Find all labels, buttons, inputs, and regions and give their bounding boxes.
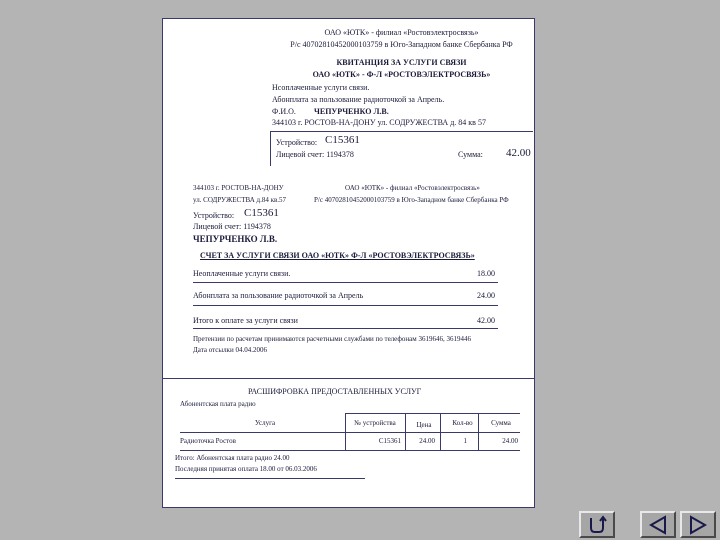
section-divider [162, 378, 535, 379]
invoice-org-1: ОАО «ЮТК» - филиал «Ростовэлектросвязь» [345, 184, 480, 192]
details-header-device: № устройства [354, 419, 396, 427]
details-header-service: Услуга [254, 419, 276, 427]
invoice-line-1-label: Неоплаченные услуги связи. [193, 269, 291, 278]
invoice-total-label: Итого к оплате за услуги связи [193, 316, 298, 325]
invoice-line-1-amount: 18.00 [477, 269, 495, 278]
invoice-address-1: 344103 г. РОСТОВ-НА-ДОНУ [193, 184, 284, 192]
details-header-price: Цена [416, 421, 432, 429]
invoice-line-2-amount: 24.00 [477, 291, 495, 300]
details-total: Итого: Абонентская плата радио 24.00 [175, 454, 290, 462]
receipt-address: 344103 г. РОСТОВ-НА-ДОНУ ул. СОДРУЖЕСТВА д. 84 кв 57 [272, 118, 486, 127]
details-last-payment: Последняя принятая оплата 18.00 от 06.03.2006 [175, 465, 317, 473]
receipt-fio-label: Ф.И.О. [272, 107, 296, 116]
divider [193, 328, 498, 329]
details-row-qty: 1 [463, 437, 467, 445]
receipt-purpose-2: Абонплата за пользование радиоточкой за Апрель. [272, 95, 445, 104]
prev-arrow-icon [647, 515, 669, 535]
receipt-sum-value: 42.00 [506, 147, 531, 159]
receipt-device-value: С15361 [325, 134, 360, 146]
next-button[interactable] [680, 511, 716, 538]
divider [193, 305, 498, 306]
details-header-sum: Сумма [491, 419, 511, 427]
invoice-org-2: Р/с 40702810452000103759 в Юго-Западном банке Сбербанка РФ [314, 196, 509, 204]
invoice-customer-name: ЧЕПУРЧЕНКО Л.В. [193, 234, 278, 244]
invoice-total-amount: 42.00 [477, 316, 495, 325]
receipt-fio-value: ЧЕПУРЧЕНКО Л.В. [314, 107, 389, 116]
table-line [180, 432, 520, 433]
details-row-device: С15361 [378, 437, 401, 445]
invoice-device-value: С15361 [244, 207, 279, 219]
invoice-note-claims: Претензии по расчетам принимаются расчетными службами по телефонам 3619646, 3619446 [193, 335, 471, 343]
next-arrow-icon [687, 515, 709, 535]
table-line [345, 413, 520, 414]
details-title: РАСШИФРОВКА ПРЕДОСТАВЛЕННЫХ УСЛУГ [248, 387, 422, 396]
details-header-qty: Кол-во [452, 419, 473, 427]
invoice-send-date: Дата отсылки 04.04.2006 [193, 346, 267, 354]
return-button[interactable] [579, 511, 615, 538]
prev-button[interactable] [640, 511, 676, 538]
invoice-device-label: Устройство: [193, 211, 235, 220]
invoice-address-2: ул. СОДРУЖЕСТВА д.84 кв.57 [193, 196, 287, 204]
details-section: Абонентская плата радио [180, 400, 256, 408]
receipt-purpose-1: Нсоплаченные услуги связи. [272, 83, 370, 92]
details-row-service: Радиоточка Ростов [180, 437, 236, 445]
divider [175, 478, 365, 479]
bank-header-line2: Р/с 40702810452000103759 в Юго-Западном банке Сбербанка РФ [290, 40, 513, 49]
details-row-sum: 24.00 [502, 437, 518, 445]
invoice-title: СЧЕТ ЗА УСЛУГИ СВЯЗИ ОАО «ЮТК» Ф-Л «РОСТОВЭЛЕКТРОСВЯЗЬ» [200, 251, 475, 260]
bank-header-line1: ОАО «ЮТК» - филиал «Ростовэлектросвязь» [324, 28, 479, 37]
divider [193, 282, 498, 283]
receipt-payment-box [270, 131, 533, 166]
receipt-title: КВИТАНЦИЯ ЗА УСЛУГИ СВЯЗИ [336, 58, 467, 67]
receipt-device-label: Устройство: [276, 138, 318, 147]
receipt-account: Лицевой счет: 1194378 [276, 150, 354, 159]
return-icon [586, 515, 608, 535]
receipt-subtitle: ОАО «ЮТК» - Ф-Л «РОСТОВЭЛЕКТРОСВЯЗЬ» [312, 70, 491, 79]
invoice-account: Лицевой счет: 1194378 [193, 222, 271, 231]
table-line [180, 450, 520, 451]
invoice-line-2-label: Абонплата за пользование радиоточкой за Апрель [193, 291, 364, 300]
details-row-price: 24.00 [419, 437, 435, 445]
receipt-sum-label: Сумма: [458, 150, 483, 159]
